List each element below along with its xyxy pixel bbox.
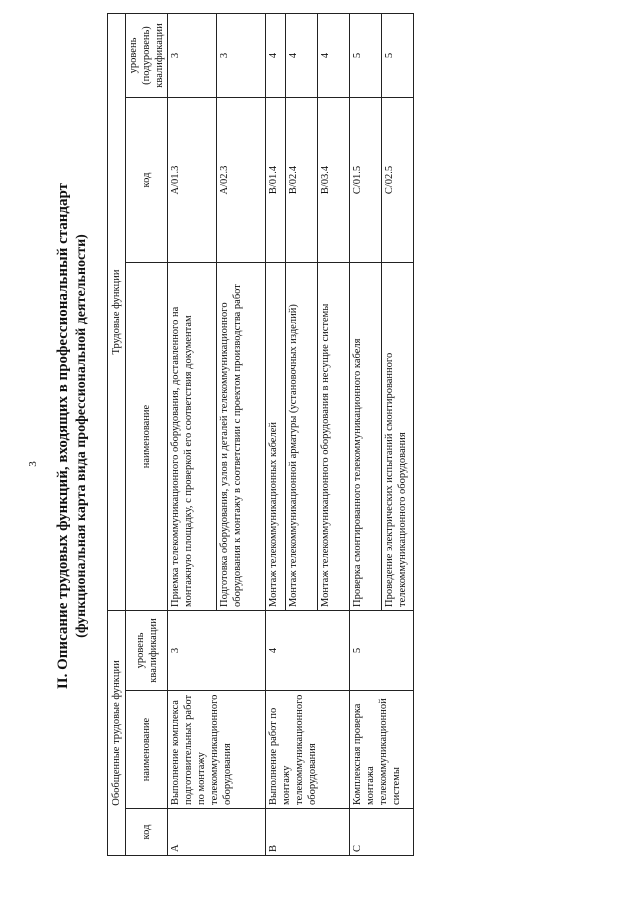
table-row	[350, 13, 382, 855]
function-code: C/02.5	[382, 98, 414, 263]
function-level: 3	[217, 13, 266, 97]
functional-map-table	[107, 13, 414, 856]
function-level: 4	[266, 13, 286, 97]
table-row	[168, 13, 217, 855]
table-row	[266, 13, 286, 855]
function-code: C/01.5	[350, 98, 382, 263]
function-name: Проведение электрических испытаний смонтированного телекоммуникационного оборудования	[382, 263, 414, 611]
function-name: Подготовка оборудования, узлов и деталей телекоммуникационного оборудования к монтажу в соответствии с проектом производства работ	[217, 263, 266, 611]
function-name: Монтаж телекоммуникационной арматуры (установочных изделий)	[286, 263, 318, 611]
function-name: Монтаж телекоммуникационного оборудования в несущие системы	[318, 263, 350, 611]
fn-sublevel-header: уровень (подуровень) квалификации	[126, 13, 168, 97]
group-level: 3	[168, 611, 266, 691]
gen-code-header: код	[126, 809, 168, 856]
gen-level-header: уровень квалификации	[126, 611, 168, 691]
function-level: 4	[318, 13, 350, 97]
page-number: 3	[26, 461, 39, 467]
rotated-content	[55, 16, 410, 856]
function-name: Монтаж телекоммуникационных кабелей	[266, 263, 286, 611]
function-level: 4	[286, 13, 318, 97]
section-title: II. Описание трудовых функций, входящих в профессиональный стандарт	[55, 182, 71, 690]
labor-functions-header: Трудовые функции	[108, 13, 126, 610]
gen-name-header: наименование	[126, 691, 168, 809]
function-code: B/03.4	[318, 98, 350, 263]
group-code: B	[266, 809, 350, 856]
function-name: Проверка смонтированного телекоммуникационного кабеля	[350, 263, 382, 611]
function-level: 3	[168, 13, 217, 97]
group-name: Выполнение работ по монтажу телекоммуникационного оборудования	[266, 691, 350, 809]
group-name: Комплексная проверка монтажа телекоммуникационной системы	[350, 691, 414, 809]
fn-name-header: наименование	[126, 263, 168, 611]
group-code: C	[350, 809, 414, 856]
function-code: A/02.3	[217, 98, 266, 263]
function-code: A/01.3	[168, 98, 217, 263]
function-code: B/02.4	[286, 98, 318, 263]
fn-code-header: код	[126, 98, 168, 263]
function-code: B/01.4	[266, 98, 286, 263]
generalized-functions-header: Обобщенные трудовые функции	[108, 611, 126, 856]
group-name: Выполнение комплекса подготовительных работ по монтажу телекоммуникационного оборудования	[168, 691, 266, 809]
header-row-2	[126, 13, 168, 855]
function-level: 5	[350, 13, 382, 97]
function-name: Приемка телекоммуникационного оборудования, доставленного на монтажную площадку, с проверкой его соответствия документам	[168, 263, 217, 611]
group-level: 4	[266, 611, 350, 691]
function-level: 5	[382, 13, 414, 97]
group-level: 5	[350, 611, 414, 691]
header-row-1	[108, 13, 126, 855]
section-subtitle: (функциональная карта вида профессиональной деятельности)	[74, 234, 89, 638]
group-code: A	[168, 809, 266, 856]
